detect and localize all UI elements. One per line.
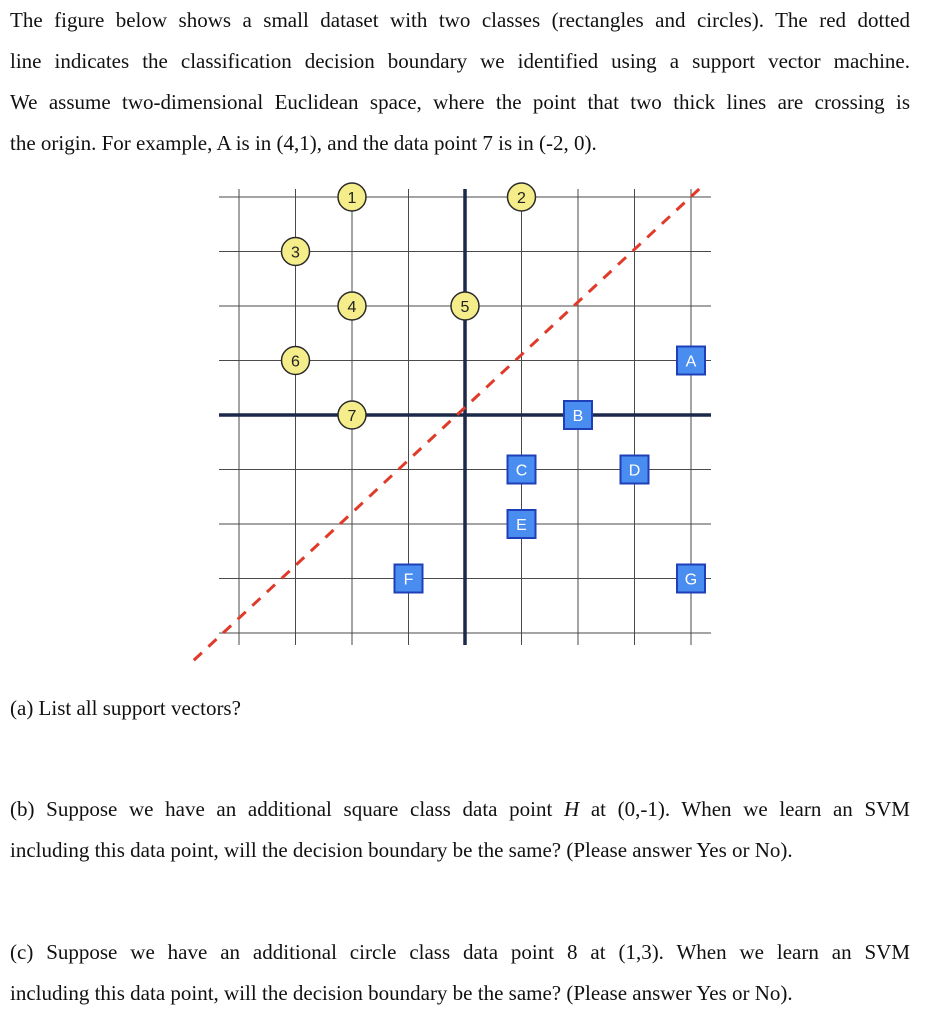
data-points bbox=[282, 183, 706, 593]
square-point-C bbox=[508, 456, 536, 484]
decision-boundary bbox=[194, 186, 703, 660]
intro-line: line indicates the classification decision boundary we identified using a support vector machine. bbox=[10, 49, 910, 73]
circle-point-2 bbox=[508, 183, 536, 211]
question-b-prefix: (b) Suppose we have an additional square class data point bbox=[10, 797, 564, 821]
point-label: B bbox=[572, 408, 584, 425]
point-label: 5 bbox=[460, 299, 470, 316]
point-label: 1 bbox=[347, 190, 357, 207]
question-a-text: (a) List all support vectors? bbox=[10, 696, 241, 720]
circle-point-6 bbox=[282, 347, 310, 375]
question-c bbox=[10, 932, 910, 1014]
point-label: A bbox=[685, 353, 697, 371]
point-label: F bbox=[403, 571, 414, 589]
point-label: 6 bbox=[291, 353, 300, 371]
point-label: 4 bbox=[347, 299, 357, 316]
question-b-suffix: at (0,-1). When we learn an SVM bbox=[579, 797, 910, 821]
square-point-F bbox=[395, 565, 423, 593]
decision-boundary-line bbox=[194, 186, 703, 660]
intro-line: We assume two-dimensional Euclidean space, where the point that two thick lines are crossing is bbox=[10, 90, 910, 114]
square-point-B bbox=[564, 401, 592, 429]
intro-line: the origin. For example, A is in (4,1), and the data point 7 is in (-2, 0). bbox=[10, 131, 597, 155]
circle-point-5 bbox=[451, 292, 479, 320]
circle-point-3 bbox=[282, 238, 310, 266]
square-point-E bbox=[508, 510, 536, 538]
circle-point-1 bbox=[338, 183, 366, 211]
point-label: E bbox=[516, 517, 527, 534]
question-a bbox=[10, 688, 910, 729]
circle-point-4 bbox=[338, 292, 366, 320]
square-point-G bbox=[677, 565, 705, 593]
question-c-line1: (c) Suppose we have an additional circle class data point 8 at (1,3). When we learn an SVM bbox=[10, 940, 910, 964]
point-label: G bbox=[684, 571, 698, 589]
square-point-A bbox=[677, 347, 705, 375]
circle-point-7 bbox=[338, 401, 366, 429]
point-label: 2 bbox=[517, 190, 526, 207]
point-label: 3 bbox=[291, 244, 300, 262]
point-label: D bbox=[628, 462, 641, 480]
square-point-D bbox=[621, 456, 649, 484]
question-b-var: H bbox=[563, 797, 580, 821]
point-label: 7 bbox=[347, 408, 357, 425]
intro-line: The figure below shows a small dataset with two classes (rectangles and circles). The red dotted bbox=[10, 8, 910, 32]
question-b bbox=[10, 789, 910, 871]
question-b-line1 bbox=[10, 789, 910, 830]
point-label: C bbox=[515, 462, 528, 480]
question-b-line2: including this data point, will the decision boundary be the same? (Please answer Yes or No). bbox=[10, 838, 793, 862]
question-c-line2: including this data point, will the decision boundary be the same? (Please answer Yes or No). bbox=[10, 981, 793, 1005]
